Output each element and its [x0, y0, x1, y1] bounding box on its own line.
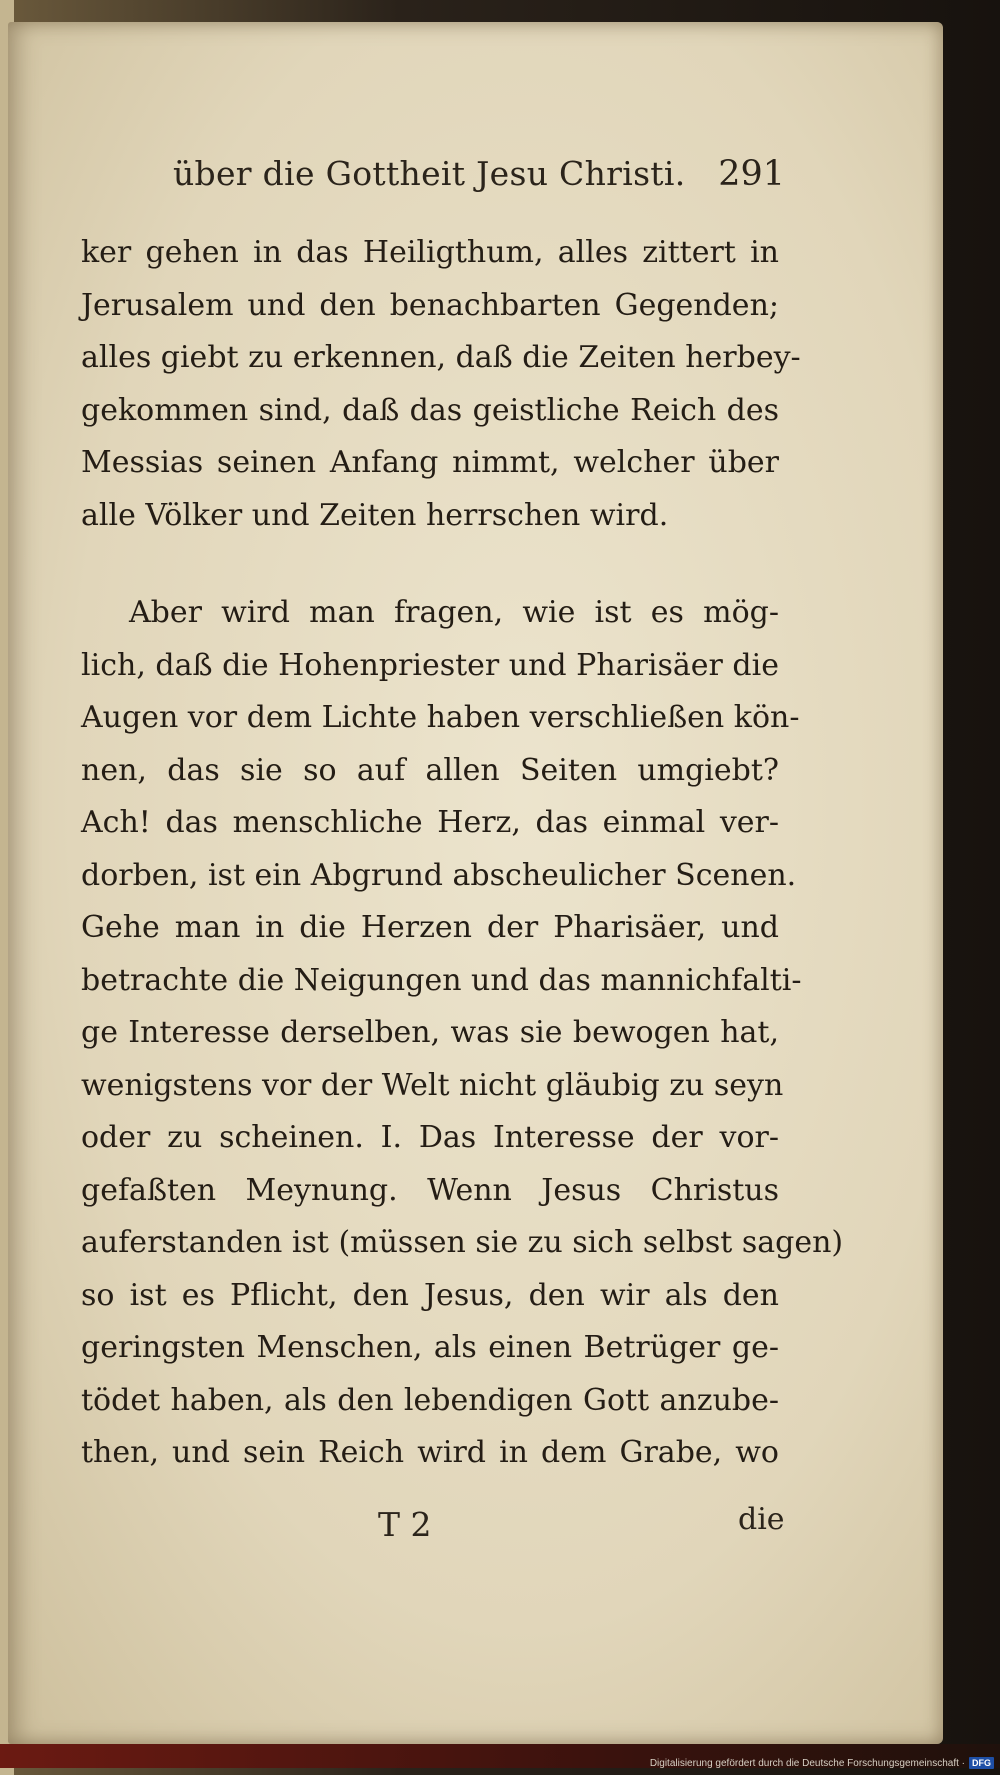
running-title: über die Gottheit Jesu Christi.: [173, 154, 686, 193]
text-line: then, und sein Reich wird in dem Grabe, wo: [81, 1435, 779, 1470]
text-line: Messias seinen Anfang nimmt, welcher über: [81, 445, 779, 480]
text-line: Jerusalem und den benachbarten Gegenden;: [81, 287, 779, 323]
page-number: 291: [718, 154, 785, 194]
dfg-logo: DFG: [969, 1757, 994, 1769]
credit-text: Digitalisierung gefördert durch die Deutsche Forschungsgemeinschaft ·: [649, 1757, 965, 1769]
text-line: ge Interesse derselben, was sie bewogen hat,: [81, 1015, 779, 1050]
text-line: dorben, ist ein Abgrund abscheulicher Scenen.: [81, 857, 797, 893]
catchword: die: [738, 1502, 785, 1537]
text-line: lich, daß die Hohenpriester und Pharisäer die: [81, 647, 779, 683]
text-line: alles giebt zu erkennen, daß die Zeiten herbey-: [81, 340, 801, 375]
text-line: Ach! das menschliche Herz, das einmal ver-: [81, 805, 779, 840]
text-line: geringsten Menschen, als einen Betrüger ge-: [81, 1330, 779, 1365]
paragraph-gap: [81, 542, 779, 587]
text-line: nen, das sie so auf allen Seiten umgiebt?: [81, 752, 779, 788]
text-line: ker gehen in das Heiligthum, alles zittert in: [81, 235, 779, 270]
text-line: Augen vor dem Lichte haben verschließen kön-: [81, 700, 800, 735]
text-line: Aber wird man fragen, wie ist es mög-: [129, 595, 779, 630]
text-line: auferstanden ist (müssen sie zu sich selbst sagen): [81, 1225, 844, 1260]
text-line: gekommen sind, daß das geistliche Reich des: [81, 392, 779, 428]
book-page: [8, 22, 943, 1744]
text-line: tödet haben, als den lebendigen Gott anzube-: [81, 1382, 779, 1418]
text-line: alle Völker und Zeiten herrschen wird.: [81, 497, 669, 533]
text-line: wenigstens vor der Welt nicht gläubig zu seyn: [81, 1067, 784, 1103]
paragraph-2: [81, 587, 844, 1480]
text-line: gefaßten Meynung. Wenn Jesus Christus: [81, 1172, 779, 1208]
page-header: [173, 154, 785, 200]
digitization-credit: [650, 1757, 994, 1769]
paragraph-1: [81, 227, 801, 542]
text-line: betrachte die Neigungen und das mannichfalti-: [81, 962, 802, 998]
body-text: [81, 227, 844, 1480]
signature-mark: T 2: [378, 1505, 432, 1544]
text-line: so ist es Pflicht, den Jesus, den wir als den: [81, 1277, 779, 1313]
text-line: Gehe man in die Herzen der Pharisäer, und: [81, 910, 779, 945]
text-line: oder zu scheinen. I. Das Interesse der vor-: [81, 1120, 779, 1155]
